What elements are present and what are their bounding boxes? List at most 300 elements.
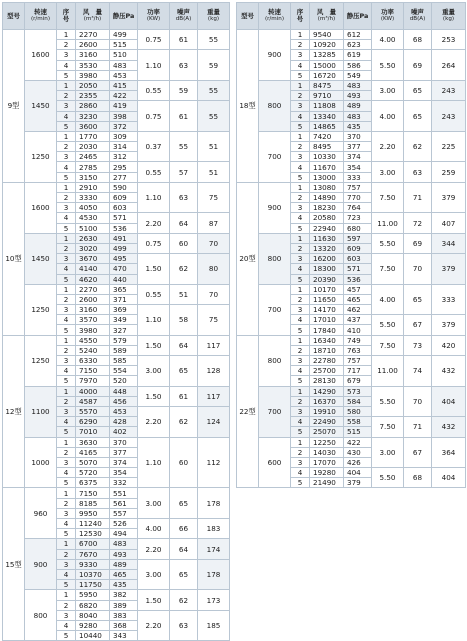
noise-cell: 60 bbox=[170, 233, 198, 253]
spec-table bbox=[236, 2, 466, 488]
pressure-cell: 428 bbox=[110, 417, 138, 427]
airflow-cell: 3530 bbox=[76, 60, 110, 70]
index-cell: 1 bbox=[57, 284, 76, 294]
airflow-cell: 7670 bbox=[76, 549, 110, 559]
pressure-cell: 609 bbox=[110, 193, 138, 203]
speed-cell: 1600 bbox=[25, 182, 57, 233]
index-cell: 3 bbox=[291, 356, 310, 366]
pressure-cell: 437 bbox=[344, 315, 372, 325]
index-cell: 3 bbox=[291, 101, 310, 111]
airflow-cell: 3600 bbox=[76, 121, 110, 131]
pressure-cell: 586 bbox=[344, 60, 372, 70]
pressure-cell: 369 bbox=[110, 305, 138, 315]
pressure-cell: 404 bbox=[344, 468, 372, 478]
index-cell: 1 bbox=[291, 30, 310, 40]
power-cell: 7.50 bbox=[372, 182, 404, 213]
speed-cell: 1250 bbox=[25, 335, 57, 386]
speed-cell: 700 bbox=[259, 131, 291, 182]
index-cell: 4 bbox=[291, 468, 310, 478]
pressure-cell: 536 bbox=[344, 274, 372, 284]
airflow-cell: 11750 bbox=[76, 580, 110, 590]
airflow-cell: 8185 bbox=[76, 498, 110, 508]
pressure-cell: 494 bbox=[110, 529, 138, 539]
airflow-cell: 11808 bbox=[310, 101, 344, 111]
noise-cell: 65 bbox=[170, 488, 198, 519]
pressure-cell: 679 bbox=[344, 376, 372, 386]
index-cell: 3 bbox=[57, 406, 76, 416]
index-cell: 5 bbox=[57, 274, 76, 284]
index-cell: 5 bbox=[291, 427, 310, 437]
airflow-cell: 3230 bbox=[76, 111, 110, 121]
index-cell: 3 bbox=[291, 50, 310, 60]
airflow-cell: 4165 bbox=[76, 447, 110, 457]
weight-cell: 112 bbox=[198, 437, 230, 488]
power-cell: 7.50 bbox=[372, 417, 404, 437]
index-cell: 4 bbox=[57, 213, 76, 223]
weight-cell: 75 bbox=[198, 305, 230, 336]
weight-cell: 407 bbox=[432, 213, 466, 233]
speed-cell: 900 bbox=[25, 539, 57, 590]
col-header-index: 序 号 bbox=[57, 3, 76, 30]
index-cell: 1 bbox=[291, 182, 310, 192]
airflow-cell: 6700 bbox=[76, 539, 110, 549]
airflow-cell: 2600 bbox=[76, 294, 110, 304]
pressure-cell: 453 bbox=[110, 406, 138, 416]
airflow-cell: 7150 bbox=[76, 366, 110, 376]
power-cell: 4.00 bbox=[138, 519, 170, 539]
index-cell: 3 bbox=[57, 356, 76, 366]
airflow-cell: 7010 bbox=[76, 427, 110, 437]
index-cell: 4 bbox=[57, 417, 76, 427]
index-cell: 5 bbox=[57, 223, 76, 233]
index-cell: 4 bbox=[57, 468, 76, 478]
index-cell: 2 bbox=[57, 142, 76, 152]
weight-cell: 178 bbox=[198, 559, 230, 590]
col-header-index: 序 号 bbox=[291, 3, 310, 30]
model-cell: 12型 bbox=[3, 335, 25, 488]
pressure-cell: 557 bbox=[110, 508, 138, 518]
index-cell: 2 bbox=[57, 600, 76, 610]
pressure-cell: 465 bbox=[344, 294, 372, 304]
airflow-cell: 13080 bbox=[310, 182, 344, 192]
noise-cell: 59 bbox=[170, 80, 198, 100]
table-row bbox=[237, 80, 466, 90]
index-cell: 3 bbox=[57, 254, 76, 264]
airflow-cell: 2860 bbox=[76, 101, 110, 111]
table-row bbox=[3, 590, 230, 600]
model-cell: 18型 bbox=[237, 30, 259, 183]
index-cell: 2 bbox=[57, 498, 76, 508]
index-cell: 4 bbox=[291, 111, 310, 121]
table-row bbox=[3, 182, 230, 192]
weight-cell: 55 bbox=[198, 30, 230, 50]
weight-cell: 75 bbox=[198, 182, 230, 213]
pressure-cell: 491 bbox=[110, 233, 138, 243]
index-cell: 2 bbox=[291, 447, 310, 457]
power-cell: 3.00 bbox=[138, 488, 170, 519]
table-row bbox=[237, 386, 466, 396]
power-cell: 3.00 bbox=[372, 162, 404, 182]
pressure-cell: 499 bbox=[110, 30, 138, 40]
weight-cell: 59 bbox=[198, 50, 230, 81]
airflow-cell: 19910 bbox=[310, 406, 344, 416]
index-cell: 4 bbox=[57, 162, 76, 172]
noise-cell: 74 bbox=[404, 356, 432, 387]
airflow-cell: 18300 bbox=[310, 264, 344, 274]
noise-cell: 62 bbox=[404, 131, 432, 162]
pressure-cell: 520 bbox=[110, 376, 138, 386]
index-cell: 5 bbox=[57, 580, 76, 590]
airflow-cell: 2270 bbox=[76, 284, 110, 294]
power-cell: 0.37 bbox=[138, 131, 170, 162]
noise-cell: 70 bbox=[404, 254, 432, 285]
speed-cell: 1250 bbox=[25, 284, 57, 335]
pressure-cell: 499 bbox=[110, 243, 138, 253]
index-cell: 4 bbox=[291, 213, 310, 223]
airflow-cell: 6375 bbox=[76, 478, 110, 488]
noise-cell: 70 bbox=[404, 386, 432, 417]
power-cell: 3.00 bbox=[138, 559, 170, 590]
pressure-cell: 493 bbox=[110, 549, 138, 559]
noise-cell: 57 bbox=[170, 162, 198, 182]
airflow-cell: 14170 bbox=[310, 305, 344, 315]
index-cell: 3 bbox=[57, 152, 76, 162]
airflow-cell: 8475 bbox=[310, 80, 344, 90]
airflow-cell: 14290 bbox=[310, 386, 344, 396]
airflow-cell: 15000 bbox=[310, 60, 344, 70]
pressure-cell: 453 bbox=[110, 70, 138, 80]
airflow-cell: 2465 bbox=[76, 152, 110, 162]
pressure-cell: 419 bbox=[110, 101, 138, 111]
pressure-cell: 365 bbox=[110, 284, 138, 294]
airflow-cell: 14865 bbox=[310, 121, 344, 131]
pressure-cell: 422 bbox=[344, 437, 372, 447]
index-cell: 3 bbox=[291, 305, 310, 315]
airflow-cell: 18710 bbox=[310, 345, 344, 355]
speed-cell: 1250 bbox=[25, 131, 57, 182]
pressure-cell: 426 bbox=[344, 457, 372, 467]
noise-cell: 55 bbox=[170, 131, 198, 162]
airflow-cell: 13000 bbox=[310, 172, 344, 182]
index-cell: 1 bbox=[57, 233, 76, 243]
pressure-cell: 374 bbox=[344, 152, 372, 162]
index-cell: 1 bbox=[291, 284, 310, 294]
index-cell: 1 bbox=[57, 590, 76, 600]
table-row bbox=[237, 131, 466, 141]
speed-cell: 1450 bbox=[25, 233, 57, 284]
noise-cell: 68 bbox=[404, 468, 432, 488]
airflow-cell: 12530 bbox=[76, 529, 110, 539]
table-row bbox=[3, 335, 230, 345]
weight-cell: 420 bbox=[432, 335, 466, 355]
weight-cell: 432 bbox=[432, 417, 466, 437]
pressure-cell: 573 bbox=[344, 386, 372, 396]
speed-cell: 1100 bbox=[25, 386, 57, 437]
model-cell: 22型 bbox=[237, 335, 259, 488]
index-cell: 5 bbox=[57, 121, 76, 131]
noise-cell: 71 bbox=[404, 182, 432, 213]
pressure-cell: 354 bbox=[110, 468, 138, 478]
noise-cell: 63 bbox=[404, 162, 432, 182]
pressure-cell: 370 bbox=[110, 437, 138, 447]
pressure-cell: 571 bbox=[110, 213, 138, 223]
airflow-cell: 14890 bbox=[310, 193, 344, 203]
noise-cell: 61 bbox=[170, 101, 198, 132]
airflow-cell: 11630 bbox=[310, 233, 344, 243]
airflow-cell: 11650 bbox=[310, 294, 344, 304]
power-cell: 1.50 bbox=[138, 335, 170, 355]
pressure-cell: 415 bbox=[110, 80, 138, 90]
airflow-cell: 10330 bbox=[310, 152, 344, 162]
model-cell: 15型 bbox=[3, 488, 25, 641]
pressure-cell: 383 bbox=[110, 610, 138, 620]
pressure-cell: 377 bbox=[110, 447, 138, 457]
airflow-cell: 9950 bbox=[76, 508, 110, 518]
index-cell: 4 bbox=[291, 315, 310, 325]
power-cell: 5.50 bbox=[372, 468, 404, 488]
index-cell: 1 bbox=[291, 131, 310, 141]
index-cell: 1 bbox=[57, 30, 76, 40]
airflow-cell: 16200 bbox=[310, 254, 344, 264]
col-header-model: 型号 bbox=[237, 3, 259, 30]
airflow-cell: 20390 bbox=[310, 274, 344, 284]
weight-cell: 185 bbox=[198, 610, 230, 641]
pressure-cell: 515 bbox=[110, 40, 138, 50]
noise-cell: 64 bbox=[170, 213, 198, 233]
power-cell: 1.50 bbox=[138, 386, 170, 406]
pressure-cell: 277 bbox=[110, 172, 138, 182]
airflow-cell: 5070 bbox=[76, 457, 110, 467]
table-row bbox=[237, 233, 466, 243]
airflow-cell: 3670 bbox=[76, 254, 110, 264]
index-cell: 4 bbox=[291, 264, 310, 274]
airflow-cell: 22490 bbox=[310, 417, 344, 427]
power-cell: 1.10 bbox=[138, 437, 170, 488]
airflow-cell: 4050 bbox=[76, 203, 110, 213]
index-cell: 4 bbox=[57, 569, 76, 579]
speed-cell: 900 bbox=[259, 30, 291, 81]
airflow-cell: 22940 bbox=[310, 223, 344, 233]
weight-cell: 117 bbox=[198, 386, 230, 406]
table-row bbox=[3, 233, 230, 243]
index-cell: 2 bbox=[57, 396, 76, 406]
power-cell: 7.50 bbox=[372, 254, 404, 285]
index-cell: 3 bbox=[291, 152, 310, 162]
airflow-cell: 5720 bbox=[76, 468, 110, 478]
index-cell: 1 bbox=[57, 131, 76, 141]
pressure-cell: 456 bbox=[110, 396, 138, 406]
power-cell: 0.55 bbox=[138, 284, 170, 304]
index-cell: 2 bbox=[57, 549, 76, 559]
index-cell: 4 bbox=[291, 417, 310, 427]
table-row bbox=[3, 80, 230, 90]
airflow-cell: 7970 bbox=[76, 376, 110, 386]
airflow-cell: 6820 bbox=[76, 600, 110, 610]
airflow-cell: 16370 bbox=[310, 396, 344, 406]
pressure-cell: 374 bbox=[110, 457, 138, 467]
table-row bbox=[3, 131, 230, 141]
power-cell: 1.50 bbox=[138, 254, 170, 285]
airflow-cell: 5950 bbox=[76, 590, 110, 600]
noise-cell: 63 bbox=[170, 610, 198, 641]
pressure-cell: 526 bbox=[110, 519, 138, 529]
airflow-cell: 2910 bbox=[76, 182, 110, 192]
power-cell: 3.00 bbox=[372, 80, 404, 100]
power-cell: 5.50 bbox=[372, 50, 404, 81]
airflow-cell: 10920 bbox=[310, 40, 344, 50]
col-header-power: 功率 (KW) bbox=[372, 3, 404, 30]
power-cell: 0.75 bbox=[138, 101, 170, 132]
power-cell: 1.10 bbox=[138, 305, 170, 336]
pressure-cell: 619 bbox=[344, 50, 372, 60]
index-cell: 5 bbox=[291, 376, 310, 386]
weight-cell: 55 bbox=[198, 80, 230, 100]
airflow-cell: 7420 bbox=[310, 131, 344, 141]
pressure-cell: 309 bbox=[110, 131, 138, 141]
index-cell: 4 bbox=[57, 366, 76, 376]
weight-cell: 124 bbox=[198, 406, 230, 437]
airflow-cell: 2355 bbox=[76, 91, 110, 101]
pressure-cell: 327 bbox=[110, 325, 138, 335]
weight-cell: 183 bbox=[198, 519, 230, 539]
pressure-cell: 585 bbox=[110, 356, 138, 366]
pressure-cell: 770 bbox=[344, 193, 372, 203]
index-cell: 3 bbox=[291, 457, 310, 467]
weight-cell: 178 bbox=[198, 488, 230, 519]
power-cell: 1.10 bbox=[138, 50, 170, 81]
airflow-cell: 3630 bbox=[76, 437, 110, 447]
weight-cell: 117 bbox=[198, 335, 230, 355]
noise-cell: 67 bbox=[404, 437, 432, 468]
pressure-cell: 551 bbox=[110, 488, 138, 498]
airflow-cell: 3150 bbox=[76, 172, 110, 182]
pressure-cell: 483 bbox=[110, 60, 138, 70]
noise-cell: 62 bbox=[170, 254, 198, 285]
pressure-cell: 314 bbox=[110, 142, 138, 152]
col-header-airflow: 风 量 (m³/h) bbox=[76, 3, 110, 30]
weight-cell: 379 bbox=[432, 254, 466, 285]
pressure-cell: 623 bbox=[344, 40, 372, 50]
weight-cell: 173 bbox=[198, 590, 230, 610]
table-row bbox=[3, 437, 230, 447]
speed-cell: 800 bbox=[259, 233, 291, 284]
airflow-cell: 6330 bbox=[76, 356, 110, 366]
index-cell: 5 bbox=[291, 274, 310, 284]
airflow-cell: 3160 bbox=[76, 305, 110, 315]
airflow-cell: 5100 bbox=[76, 223, 110, 233]
weight-cell: 379 bbox=[432, 182, 466, 213]
power-cell: 11.00 bbox=[372, 213, 404, 233]
pressure-cell: 589 bbox=[110, 345, 138, 355]
airflow-cell: 22780 bbox=[310, 356, 344, 366]
pressure-cell: 389 bbox=[110, 600, 138, 610]
speed-cell: 900 bbox=[259, 182, 291, 233]
airflow-cell: 1770 bbox=[76, 131, 110, 141]
pressure-cell: 597 bbox=[344, 233, 372, 243]
pressure-cell: 435 bbox=[110, 580, 138, 590]
airflow-cell: 3980 bbox=[76, 325, 110, 335]
airflow-cell: 3980 bbox=[76, 70, 110, 80]
power-cell: 2.20 bbox=[138, 213, 170, 233]
pressure-cell: 457 bbox=[344, 284, 372, 294]
pressure-cell: 333 bbox=[344, 172, 372, 182]
airflow-cell: 4550 bbox=[76, 335, 110, 345]
table-row bbox=[3, 30, 230, 40]
noise-cell: 65 bbox=[404, 101, 432, 132]
airflow-cell: 6290 bbox=[76, 417, 110, 427]
noise-cell: 65 bbox=[404, 80, 432, 100]
weight-cell: 87 bbox=[198, 213, 230, 233]
airflow-cell: 25070 bbox=[310, 427, 344, 437]
fan-spec-table-right bbox=[236, 2, 465, 488]
airflow-cell: 4140 bbox=[76, 264, 110, 274]
pressure-cell: 612 bbox=[344, 30, 372, 40]
power-cell: 1.50 bbox=[138, 590, 170, 610]
airflow-cell: 11670 bbox=[310, 162, 344, 172]
airflow-cell: 9540 bbox=[310, 30, 344, 40]
pressure-cell: 295 bbox=[110, 162, 138, 172]
power-cell: 0.55 bbox=[138, 162, 170, 182]
airflow-cell: 4530 bbox=[76, 213, 110, 223]
index-cell: 1 bbox=[291, 233, 310, 243]
table-row bbox=[237, 30, 466, 40]
noise-cell: 62 bbox=[170, 590, 198, 610]
index-cell: 2 bbox=[291, 345, 310, 355]
noise-cell: 61 bbox=[170, 386, 198, 406]
power-cell: 2.20 bbox=[138, 406, 170, 437]
pressure-cell: 717 bbox=[344, 366, 372, 376]
noise-cell: 65 bbox=[404, 284, 432, 315]
col-header-weight: 重量 (kg) bbox=[432, 3, 466, 30]
speed-cell: 800 bbox=[259, 80, 291, 131]
weight-cell: 80 bbox=[198, 254, 230, 285]
noise-cell: 73 bbox=[404, 335, 432, 355]
airflow-cell: 4000 bbox=[76, 386, 110, 396]
pressure-cell: 515 bbox=[344, 427, 372, 437]
index-cell: 3 bbox=[57, 457, 76, 467]
weight-cell: 225 bbox=[432, 131, 466, 162]
index-cell: 2 bbox=[57, 193, 76, 203]
airflow-cell: 9710 bbox=[310, 91, 344, 101]
index-cell: 3 bbox=[57, 508, 76, 518]
index-cell: 2 bbox=[291, 243, 310, 253]
pressure-cell: 609 bbox=[344, 243, 372, 253]
airflow-cell: 2050 bbox=[76, 80, 110, 90]
weight-cell: 264 bbox=[432, 50, 466, 81]
noise-cell: 63 bbox=[170, 50, 198, 81]
power-cell: 5.50 bbox=[372, 233, 404, 253]
pressure-cell: 723 bbox=[344, 213, 372, 223]
airflow-cell: 16720 bbox=[310, 70, 344, 80]
pressure-cell: 554 bbox=[110, 366, 138, 376]
pressure-cell: 422 bbox=[110, 91, 138, 101]
airflow-cell: 4587 bbox=[76, 396, 110, 406]
pressure-cell: 749 bbox=[344, 335, 372, 345]
pressure-cell: 435 bbox=[344, 121, 372, 131]
pressure-cell: 549 bbox=[344, 70, 372, 80]
airflow-cell: 20580 bbox=[310, 213, 344, 223]
index-cell: 3 bbox=[57, 610, 76, 620]
weight-cell: 174 bbox=[198, 539, 230, 559]
weight-cell: 404 bbox=[432, 386, 466, 417]
index-cell: 5 bbox=[57, 529, 76, 539]
noise-cell: 64 bbox=[170, 335, 198, 355]
pressure-cell: 590 bbox=[110, 182, 138, 192]
pressure-cell: 462 bbox=[344, 305, 372, 315]
index-cell: 5 bbox=[291, 70, 310, 80]
pressure-cell: 402 bbox=[110, 427, 138, 437]
weight-cell: 51 bbox=[198, 131, 230, 162]
